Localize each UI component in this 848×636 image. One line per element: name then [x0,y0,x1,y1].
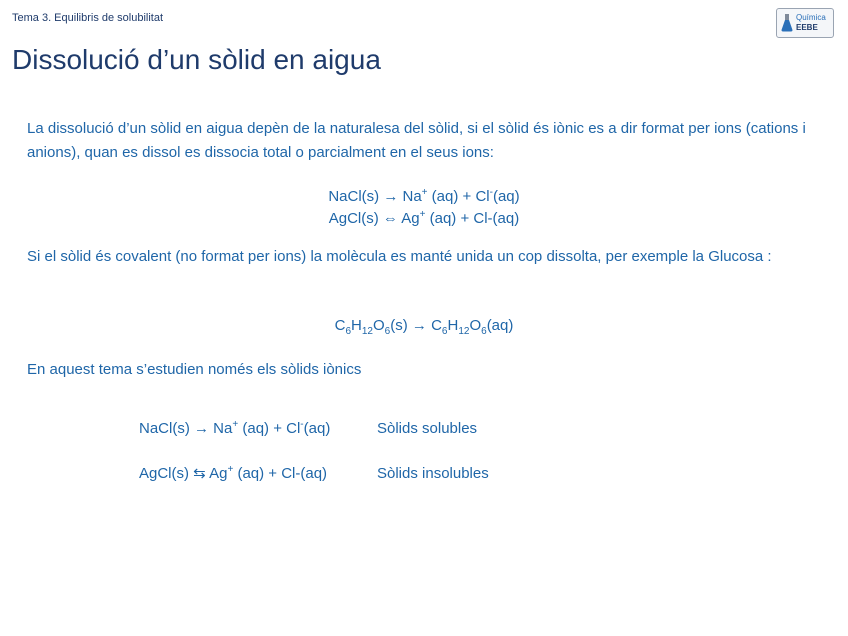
equation-nacl: NaCl(s) → Na+ (aq) + Cl-(aq) [328,187,520,205]
paragraph-ionic: La dissolució d’un sòlid en aigua depèn de la naturalesa del sòlid, si el sòlid és iònic es a dir format per ions (cations i anions), quan es dissol es dissocia total o parcialment en el seus ions: [27,120,806,161]
arrow-right-icon: → [194,420,209,437]
double-arrow-icon: ⇔ [382,210,398,227]
arrow-right-icon: → [383,188,399,205]
paragraph-scope: En aquest tema s’estudien només els sòlids iònics [27,361,362,378]
equation-glucose: $C_6H_{12}O_6(s) \to C_6H_{12}O_6(aq)$ [334,317,514,337]
summary-type: Sòlids solubles [377,420,478,437]
summary-reaction: AgCl(s) ⇆ Ag+ (aq) + Cl-(aq) [139,464,328,482]
page-title: Dissolució d’un sòlid en aigua [12,44,381,75]
paragraph-covalent: Si el sòlid és covalent (no format per ions) la molècula es manté unida un cop dissolta, per exemple la Glucosa : [27,248,772,265]
header-topic: Tema 3. Equilibris de solubilitat [12,12,164,24]
logo-line2: EEBE [796,23,818,32]
equation-agcl: AgCl(s) ⇔ Ag+ (aq) + Cl-(aq) [328,209,520,227]
flask-icon [781,14,793,32]
logo-line1: Química [796,13,826,22]
summary-row-soluble [139,418,478,440]
arrow-right-icon: → [411,317,427,334]
quimica-eebe-logo [776,8,834,38]
summary-type: Sòlids insolubles [377,465,489,482]
summary-reaction: NaCl(s) → Na+ (aq) + Cl-(aq) [139,419,331,437]
summary-row-insoluble [139,463,489,485]
equilibrium-arrow-icon: ⇆ [193,465,206,482]
